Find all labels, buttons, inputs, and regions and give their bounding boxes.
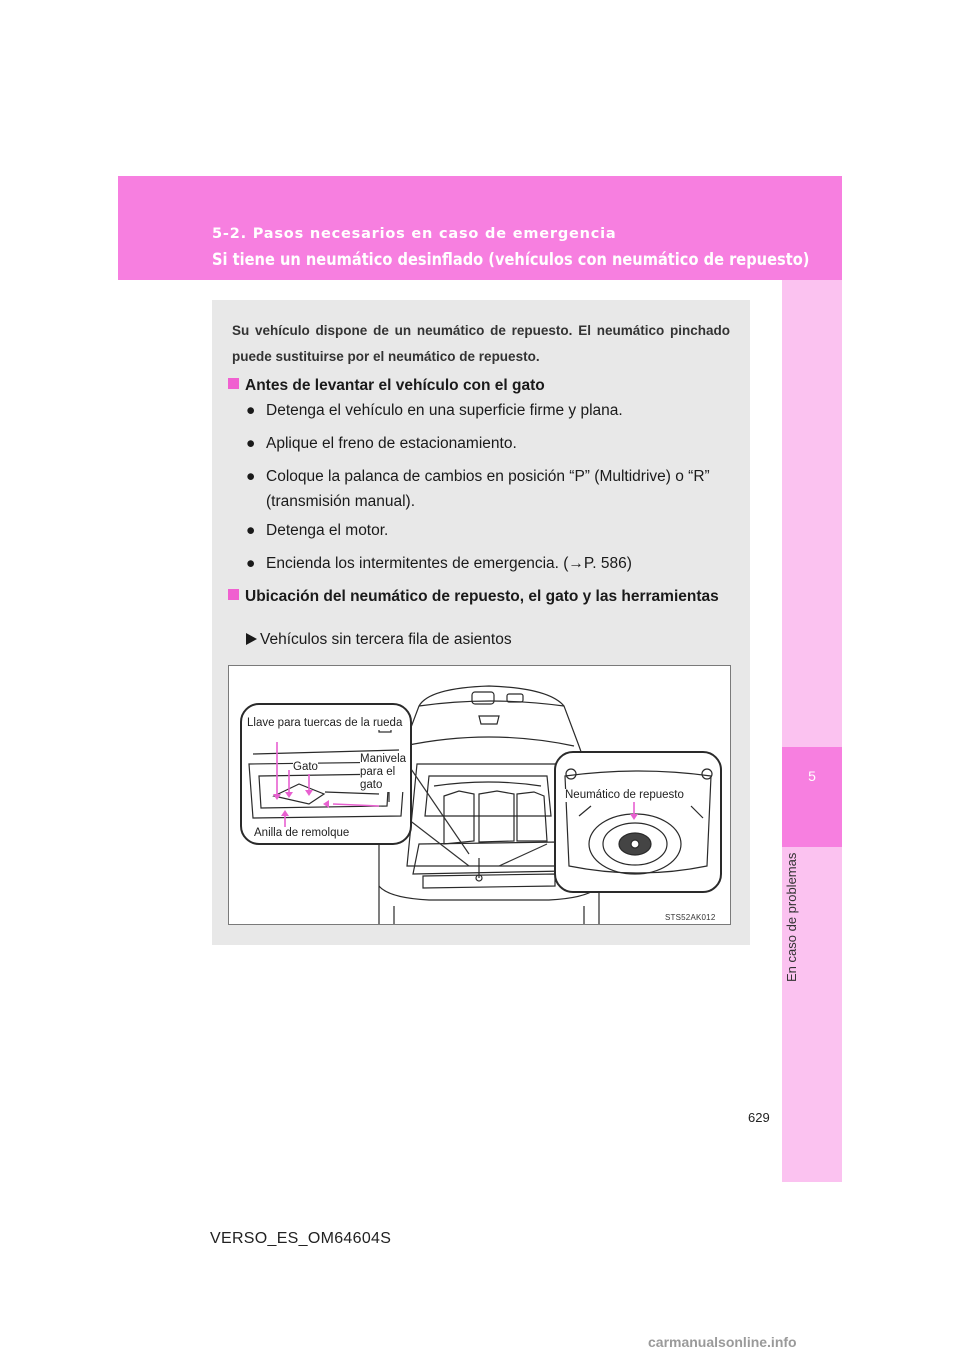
list-item [246,464,754,514]
label-jack: Gato [293,761,318,773]
label-jack-handle: Manivela para el gato [360,753,410,792]
document-code: VERSO_ES_OM64604S [210,1230,392,1247]
chapter-number: 5 [808,768,816,784]
heading-text: Antes de levantar el vehículo con el gato [245,377,545,394]
list-item [246,398,754,423]
list-item-text: Detenga el motor. [266,522,389,539]
watermark: carmanualsonline.info [648,1334,797,1350]
page-title: Si tiene un neumático desinflado (vehículos con neumático de repuesto) [212,250,810,270]
square-bullet-icon [228,378,239,389]
heading-location [228,584,734,609]
list-item [246,551,754,576]
sub-condition-text: Vehículos sin tercera fila de asientos [260,631,512,648]
list-item [246,518,754,543]
heading-before-jacking [228,373,734,398]
page-number: 629 [748,1110,770,1125]
sub-condition [246,631,512,649]
intro-paragraph: Su vehículo dispone de un neumático de repuesto. El neumático pinchado puede sustituirse por el neumático de repuesto. [232,323,730,364]
label-wheel-nut-wrench: Llave para tuercas de la rueda [247,717,403,729]
bullet-dot-icon: ● [246,435,256,452]
label-spare-tire: Neumático de repuesto [565,789,684,801]
list-item-text: Detenga el vehículo en una superficie firme y plana. [266,402,623,419]
heading-text: Ubicación del neumático de repuesto, el gato y las herramientas [245,588,719,605]
chapter-label: En caso de problemas [784,852,799,982]
play-arrow-icon [246,633,257,645]
list-item-text: Encienda los intermitentes de emergencia. (→P. 586) [266,555,632,572]
list-item-text: Coloque la palanca de cambios en posición “P” (Multidrive) o “R” (transmisión manual). [266,468,710,510]
list-item-text: Aplique el freno de estacionamiento. [266,435,517,452]
square-bullet-icon [228,589,239,600]
section-label: 5-2. Pasos necesarios en caso de emergencia [212,226,617,242]
figure-code: STS52AK012 [665,913,716,922]
chapter-side-tab [782,280,842,1182]
chapter-tab-active[interactable] [782,747,842,847]
bullet-dot-icon: ● [246,402,256,419]
bullet-dot-icon: ● [246,522,256,539]
label-towing-eyelet: Anilla de remolque [254,827,350,839]
bullet-dot-icon: ● [246,468,256,485]
list-item [246,431,754,456]
bullet-dot-icon: ● [246,555,256,572]
